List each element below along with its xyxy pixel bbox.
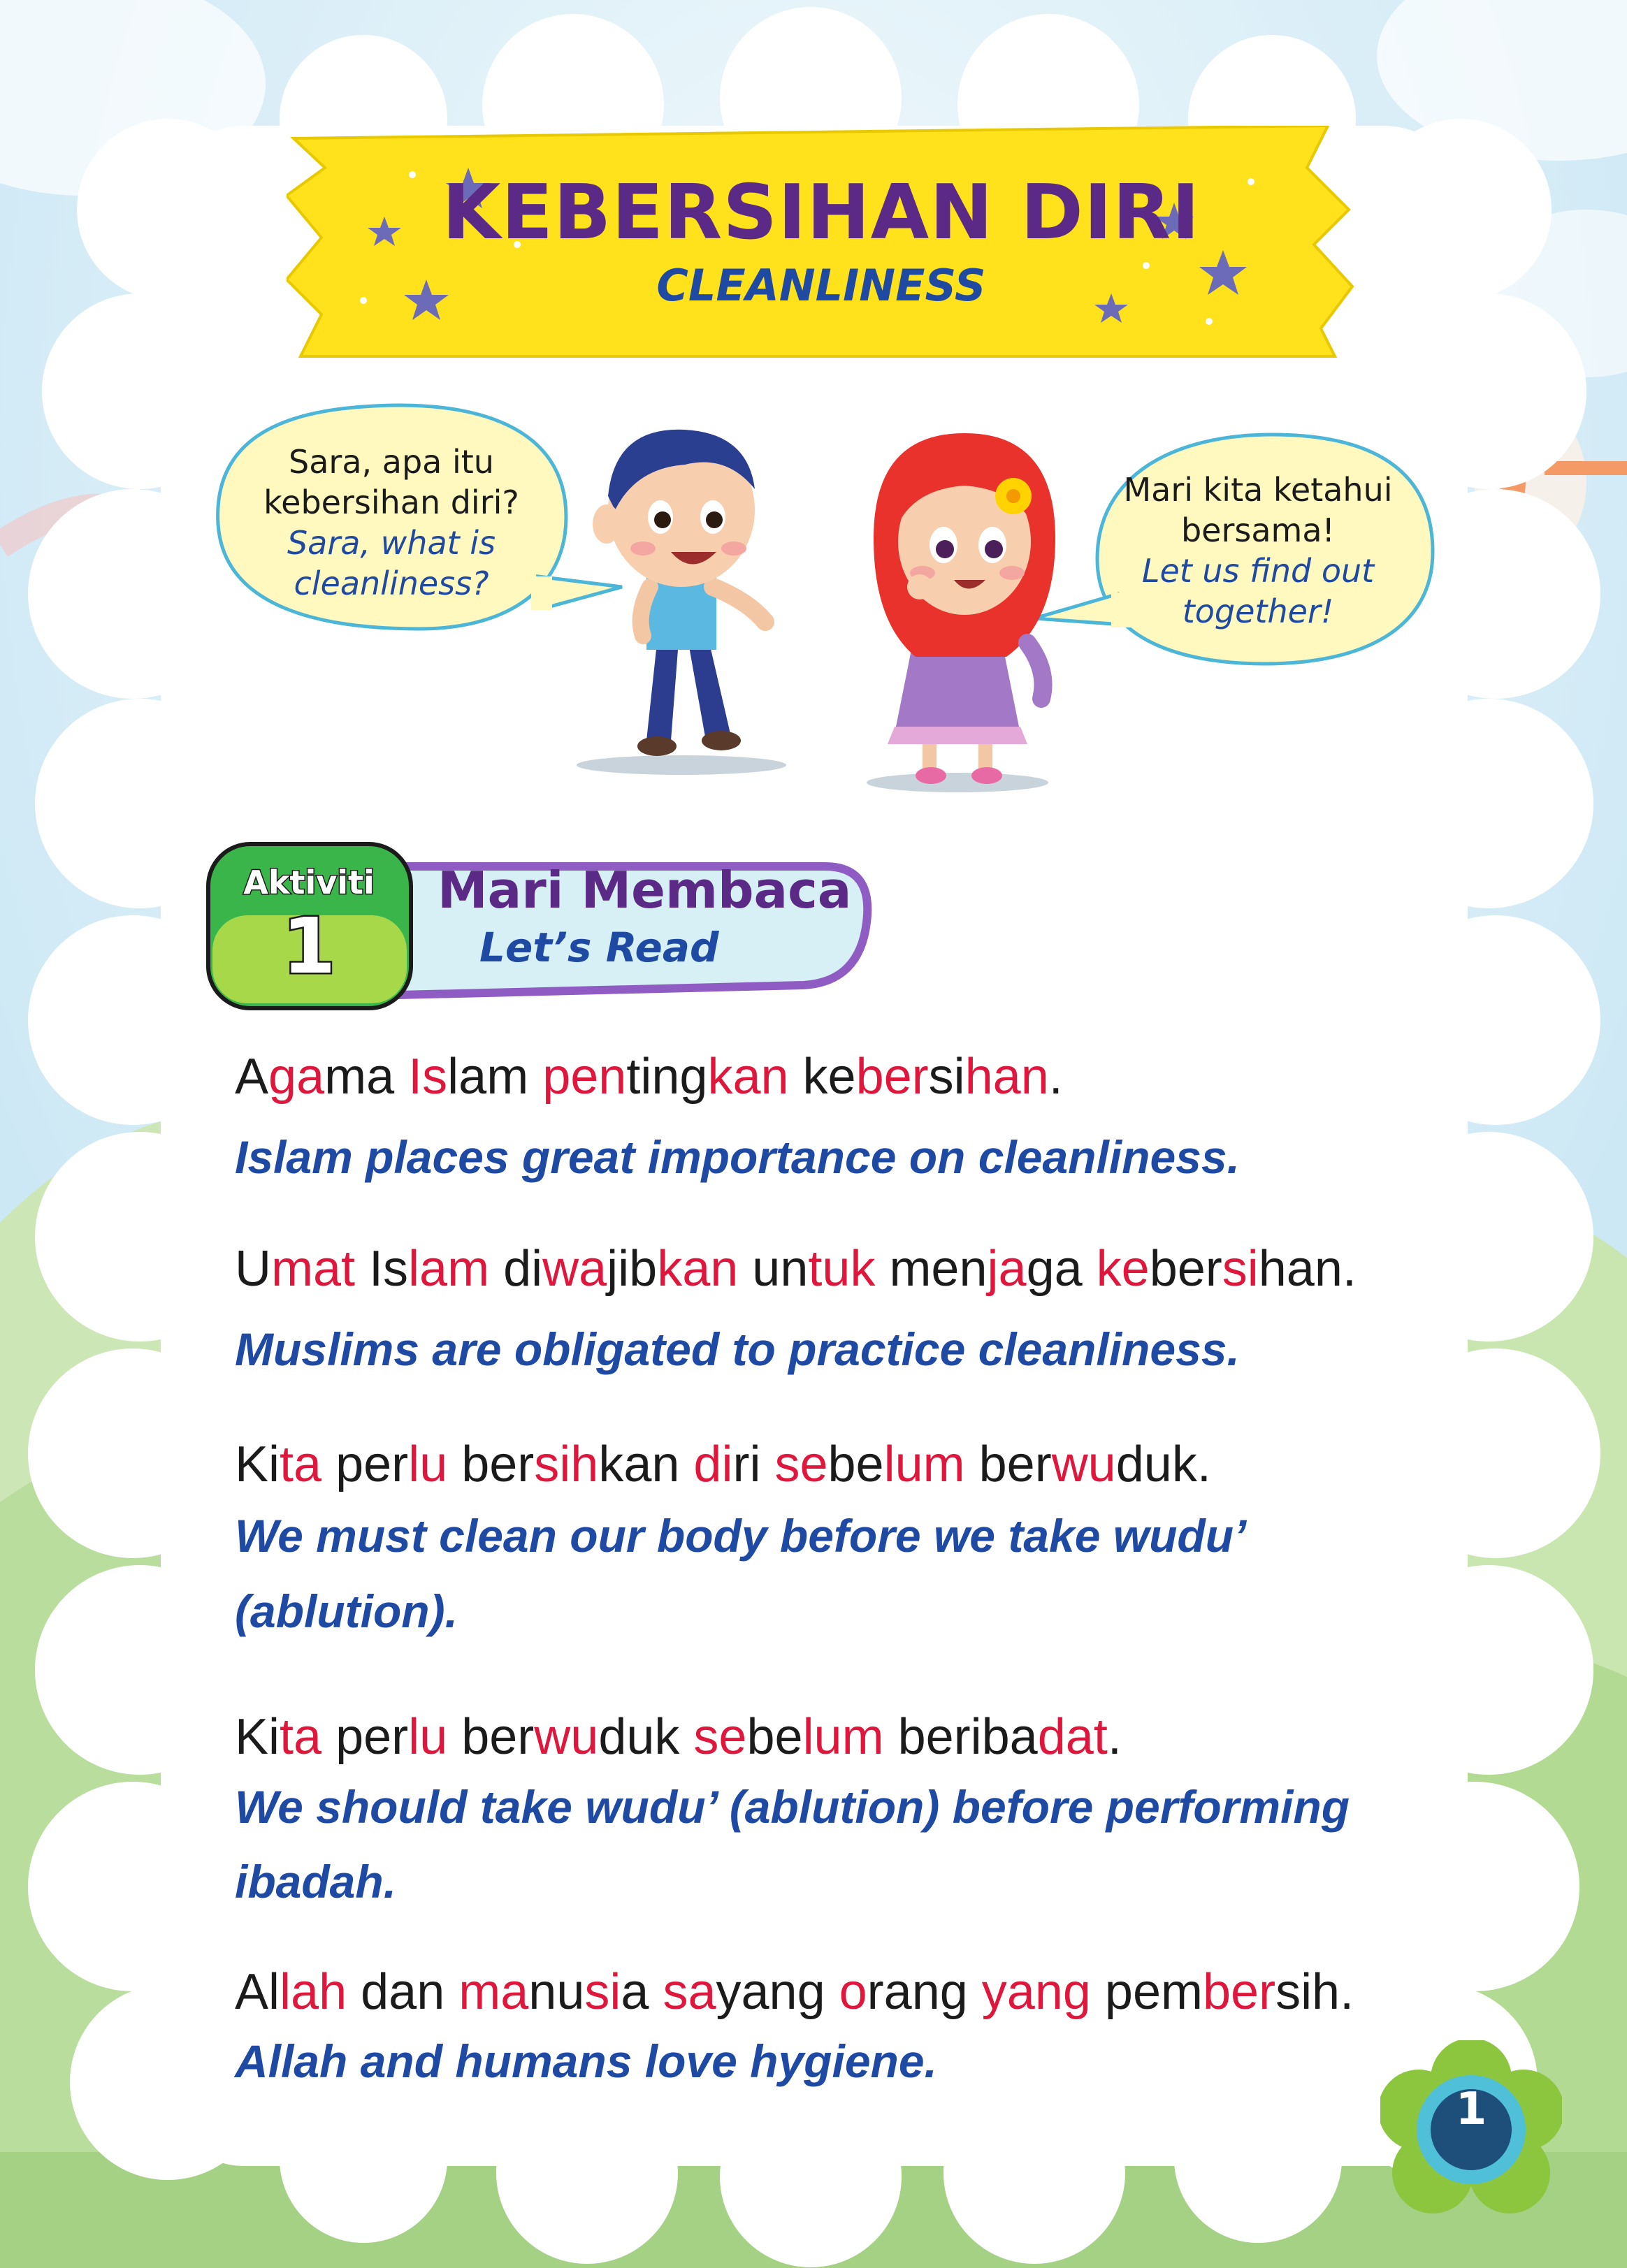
syllable: sih.: [1275, 1964, 1354, 2020]
syllable: jib: [607, 1241, 658, 1297]
highlighted-syllable: mat: [271, 1241, 356, 1297]
activity-badge-number: 1: [282, 901, 336, 991]
highlighted-syllable: si: [584, 1964, 621, 2020]
page-title: KEBERSIHAN DIRI: [442, 169, 1201, 256]
highlighted-syllable: ber: [1203, 1964, 1276, 2020]
highlighted-syllable: dat: [1037, 1709, 1108, 1765]
highlighted-syllable: ta: [280, 1437, 322, 1492]
highlighted-syllable: wu: [1051, 1437, 1116, 1492]
syllable: .: [1048, 1049, 1063, 1105]
syllable: be: [746, 1709, 803, 1765]
highlighted-syllable: o: [839, 1964, 867, 2020]
syllable: ma: [324, 1049, 409, 1105]
speech-bubble-left-text: [238, 442, 545, 604]
syllable: lam: [447, 1049, 543, 1105]
syllable: kan: [598, 1437, 694, 1492]
page-subtitle: CLEANLINESS: [656, 260, 986, 311]
highlighted-syllable: ma: [458, 1964, 529, 2020]
syllable: ri: [732, 1437, 775, 1492]
highlighted-syllable: kan: [657, 1241, 739, 1297]
bubble-right-en-2: together!: [1182, 593, 1334, 630]
bubble-left-ms-2: kebersihan diri?: [263, 484, 519, 521]
syllable: .: [1107, 1709, 1122, 1765]
highlighted-syllable: Is: [408, 1049, 448, 1105]
syllable: a: [621, 1964, 663, 2020]
activity-title: Mari Membaca: [438, 861, 852, 919]
sentence-malay-2: [235, 1240, 1357, 1297]
syllable: Ki: [235, 1709, 280, 1765]
syllable: ke: [788, 1049, 856, 1105]
sentence-english-2-line-1: Muslims are obligated to practice cleanliness.: [235, 1323, 1240, 1375]
bubble-left-en-2: cleanliness?: [294, 565, 489, 602]
highlighted-syllable: lam: [408, 1241, 490, 1297]
bubble-right-ms-1: Mari kita ketahui: [1123, 471, 1393, 509]
syllable: duk.: [1115, 1437, 1211, 1492]
syllable: si: [928, 1049, 965, 1105]
highlighted-syllable: lu: [408, 1437, 448, 1492]
syllable: ber: [447, 1709, 535, 1765]
syllable: men: [875, 1241, 988, 1297]
sentence-malay-3: [235, 1436, 1211, 1493]
syllable: pem: [1090, 1964, 1203, 2020]
sentence-malay-5: [235, 1963, 1354, 2021]
syllable: ber: [447, 1437, 535, 1492]
highlighted-syllable: lum: [883, 1437, 965, 1492]
syllable: A: [235, 1049, 269, 1105]
syllable: ga: [1026, 1241, 1097, 1297]
highlighted-syllable: ta: [280, 1709, 322, 1765]
syllable: U: [235, 1241, 271, 1297]
page-number: 1: [1455, 2084, 1487, 2135]
syllable: nu: [528, 1964, 585, 2020]
sentence-malay-4: [235, 1708, 1122, 1766]
syllable: ba: [981, 1709, 1038, 1765]
syllable: beri: [883, 1709, 982, 1765]
sentence-english-3-line-2: (ablution).: [235, 1585, 458, 1637]
highlighted-syllable: ber: [855, 1049, 929, 1105]
syllable: duk: [598, 1709, 694, 1765]
syllable: Is: [355, 1241, 409, 1297]
highlighted-syllable: ke: [1096, 1241, 1150, 1297]
highlighted-syllable: lum: [802, 1709, 884, 1765]
highlighted-syllable: han: [964, 1049, 1049, 1105]
activity-badge-label: Aktiviti: [243, 864, 375, 901]
girl-character-illustration: [853, 419, 1076, 797]
speech-bubble-right-text: [1104, 470, 1412, 632]
sentence-malay-1: [235, 1048, 1063, 1105]
sentence-english-4-line-1: We should take wudu’ (ablution) before performing: [235, 1781, 1350, 1833]
sentence-english-5-line-1: Allah and humans love hygiene.: [235, 2035, 937, 2087]
highlighted-syllable: lah: [280, 1964, 347, 2020]
syllable: ting: [626, 1049, 708, 1105]
syllable: Al: [235, 1964, 280, 2020]
syllable: un: [738, 1241, 809, 1297]
highlighted-syllable: tuk: [808, 1241, 876, 1297]
sentence-english-3-line-1: We must clean our body before we take wudu’: [235, 1510, 1247, 1562]
highlighted-syllable: kan: [707, 1049, 789, 1105]
highlighted-syllable: se: [774, 1437, 828, 1492]
title-banner: [287, 126, 1356, 363]
syllable: per: [321, 1437, 409, 1492]
highlighted-syllable: se: [693, 1709, 747, 1765]
syllable: be: [827, 1437, 884, 1492]
highlighted-syllable: sih: [534, 1437, 599, 1492]
activity-subtitle: Let’s Read: [479, 924, 719, 971]
highlighted-syllable: wu: [534, 1709, 599, 1765]
highlighted-syllable: yang: [981, 1964, 1091, 2020]
highlighted-syllable: si: [1222, 1241, 1259, 1297]
highlighted-syllable: wa: [542, 1241, 607, 1297]
sentence-english-4-line-2: ibadah.: [235, 1856, 397, 1907]
sentence-english-1-line-1: Islam places great importance on cleanliness.: [235, 1131, 1240, 1183]
highlighted-syllable: lu: [408, 1709, 448, 1765]
highlighted-syllable: ga: [268, 1049, 325, 1105]
syllable: ber: [964, 1437, 1052, 1492]
syllable: Ki: [235, 1437, 280, 1492]
syllable: rang: [867, 1964, 982, 2020]
syllable: han.: [1258, 1241, 1357, 1297]
bubble-left-en-1: Sara, what is: [287, 524, 496, 562]
bubble-left-ms-1: Sara, apa itu: [289, 443, 494, 481]
syllable: dan: [347, 1964, 459, 2020]
bubble-right-ms-2: bersama!: [1180, 511, 1335, 549]
syllable: yang: [716, 1964, 839, 2020]
highlighted-syllable: pen: [542, 1049, 627, 1105]
syllable: di: [489, 1241, 543, 1297]
syllable: ber: [1149, 1241, 1222, 1297]
bubble-right-en-1: Let us find out: [1141, 552, 1375, 590]
highlighted-syllable: di: [693, 1437, 733, 1492]
highlighted-syllable: sa: [663, 1964, 716, 2020]
highlighted-syllable: ja: [987, 1241, 1027, 1297]
syllable: per: [321, 1709, 409, 1765]
boy-character-illustration: [566, 412, 797, 776]
